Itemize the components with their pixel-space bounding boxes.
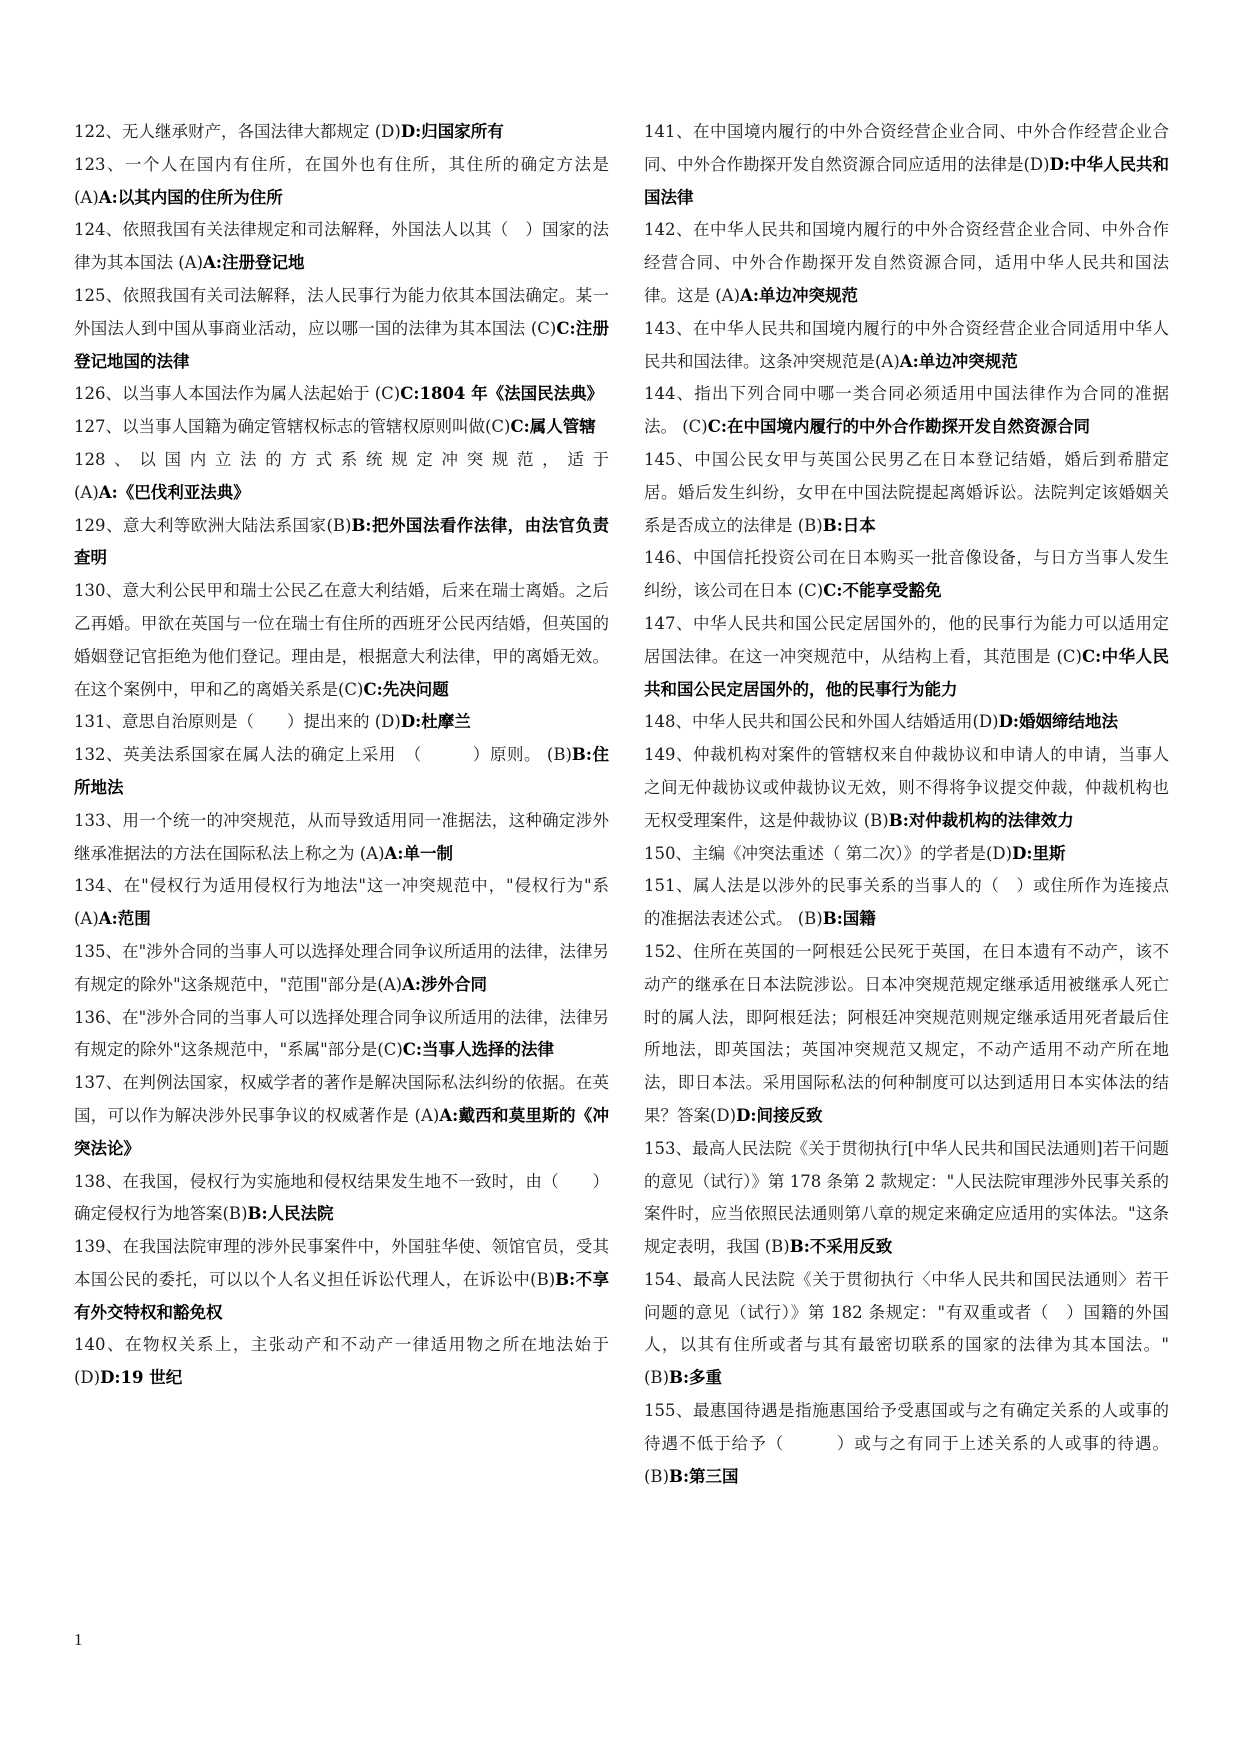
answer-text: D:杜摩兰 <box>400 712 471 732</box>
answer-text: D:归国家所有 <box>400 122 504 141</box>
question-text: 136、在"涉外合同的当事人可以选择处理合同争议所适用的法律，法律另有规定的除外"这条规范中，"系属"部分是(C) <box>74 1007 609 1060</box>
answer-text: D:里斯 <box>1012 843 1066 863</box>
answer-text: A:涉外合同 <box>402 974 487 994</box>
question-item <box>74 444 609 510</box>
answer-text: A:以其内国的住所为住所 <box>98 187 283 207</box>
question-item <box>74 870 609 936</box>
question-item <box>74 116 609 149</box>
question-text: 131、意思自治原则是（ ）提出来的 (D) <box>74 712 401 732</box>
question-text: 155、最惠国待遇是指施惠国给予受惠国或与之有确定关系的人或事的待遇不低于给予（ ）或与之有同于上述关系的人或事的待遇。 (B) <box>644 1401 1169 1486</box>
answer-text: A:范围 <box>98 909 151 929</box>
question-item <box>74 706 609 739</box>
answer-text: A:注册登记地 <box>203 253 305 273</box>
answer-text: C:在中国境内履行的中外合作勘探开发自然资源合同 <box>707 417 1090 437</box>
left-column <box>74 116 609 1395</box>
question-item <box>74 1329 609 1395</box>
question-item <box>644 739 1169 837</box>
question-text: 148、中华人民共和国公民和外国人结婚适用(D) <box>644 712 999 732</box>
answer-text: B:不享有外交特权和豁免权 <box>74 1269 609 1322</box>
answer-text: D:中华人民共和国法律 <box>644 154 1170 207</box>
question-item <box>644 313 1169 379</box>
question-item <box>644 838 1169 871</box>
answer-text: D:婚姻缔结地法 <box>998 712 1119 732</box>
question-text: 125、依照我国有关司法解释，法人民事行为能力依其本国法确定。某一外国法人到中国从事商业活动，应以哪一国的法律为其本国法 (C) <box>74 285 609 338</box>
question-text: 128、以国内立法的方式系统规定冲突规范，适于(A) <box>74 449 609 502</box>
question-text: 130、意大利公民甲和瑞士公民乙在意大利结婚，后来在瑞士离婚。之后乙再婚。甲欲在英国与一位在瑞士有住所的西班牙公民丙结婚，但英国的婚姻登记官拒绝为他们登记。理由是，根据意大利法律，甲的离婚无效。在这个案例中，甲和乙的离婚关系是(C) <box>74 581 609 699</box>
question-item <box>74 805 609 871</box>
question-text: 139、在我国法院审理的涉外民事案件中，外国驻华使、领馆官员，受其本国公民的委托，可以以个人名义担任诉讼代理人，在诉讼中(B) <box>74 1237 609 1289</box>
question-text: 133、用一个统一的冲突规范，从而导致适用同一准据法，这种确定涉外继承准据法的方法在国际私法上称之为 (A) <box>74 810 609 863</box>
question-item <box>644 1395 1169 1493</box>
question-item <box>644 214 1169 312</box>
question-item <box>74 1002 609 1068</box>
question-item <box>644 542 1169 608</box>
question-item <box>74 936 609 1002</box>
answer-text: B:日本 <box>822 515 876 535</box>
question-item <box>74 149 609 215</box>
answer-text: B:把外国法看作法律，由法官负责查明 <box>74 515 609 568</box>
answer-text: B:多重 <box>669 1368 723 1388</box>
question-text: 151、属人法是以涉外的民事关系的当事人的（ ）或住所作为连接点的准据法表述公式。 (B) <box>644 876 1169 929</box>
question-text: 124、依照我国有关法律规定和司法解释，外国法人以其（ ）国家的法律为其本国法 (A) <box>74 220 609 273</box>
question-text: 146、中国信托投资公司在日本购买一批音像设备，与日方当事人发生纠纷，该公司在日本 (C) <box>644 548 1169 601</box>
answer-text: C:先决问题 <box>363 679 449 699</box>
question-item <box>644 444 1169 542</box>
answer-text: A:单边冲突规范 <box>899 351 1018 371</box>
answer-text: A:戴西和莫里斯的《冲突法论》 <box>74 1105 609 1158</box>
question-item <box>74 1067 609 1165</box>
question-text: 142、在中华人民共和国境内履行的中外合资经营企业合同、中外合作经营合同、中外合作勘探开发自然资源合同，适用中华人民共和国法律。这是 (A) <box>644 220 1169 305</box>
answer-text: C:中华人民共和国公民定居国外的，他的民事行为能力 <box>644 646 1169 699</box>
question-item <box>644 870 1169 936</box>
answer-text: B:对仲裁机构的法律效力 <box>888 810 1074 830</box>
answer-text: B:人民法院 <box>247 1204 334 1224</box>
question-item <box>74 378 609 411</box>
answer-text: D:间接反致 <box>736 1105 823 1125</box>
question-item <box>644 608 1169 706</box>
answer-text: A:《巴伐利亚法典》 <box>98 482 250 502</box>
question-item <box>74 411 609 444</box>
question-text: 144、指出下列合同中哪一类合同必须适用中国法律作为合同的准据法。 (C) <box>644 384 1169 437</box>
question-text: 137、在判例法国家，权威学者的著作是解决国际私法纠纷的依据。在英国，可以作为解决涉外民事争议的权威著作是 (A) <box>74 1073 609 1125</box>
answer-text: A:单边冲突规范 <box>740 285 858 305</box>
page-number: 1 <box>74 1630 83 1649</box>
question-text: 154、最高人民法院《关于贯彻执行〈中华人民共和国民法通则〉若干问题的意见（试行）》第 182 条规定："有双重或者（ ）国籍的外国人，以其有住所或者与其有最密切联系的国家的法律为其本国法。" (B) <box>644 1269 1169 1388</box>
answer-text: B:第三国 <box>669 1466 739 1486</box>
question-text: 135、在"涉外合同的当事人可以选择处理合同争议所适用的法律，法律另有规定的除外"这条规范中，"范围"部分是(A) <box>74 941 609 994</box>
answer-text: C:属人管辖 <box>510 417 596 437</box>
question-item <box>74 1166 609 1232</box>
question-text: 145、中国公民女甲与英国公民男乙在日本登记结婚，婚后到希腊定居。婚后发生纠纷，女甲在中国法院提起离婚诉讼。法院判定该婚姻关系是否成立的法律是 (B) <box>644 449 1169 535</box>
answer-text: B:不采用反致 <box>789 1237 893 1257</box>
question-text: 129、意大利等欧洲大陆法系国家(B) <box>74 515 352 535</box>
question-text: 141、在中国境内履行的中外合资经营企业合同、中外合作经营企业合同、中外合作勘探开发自然资源合同应适用的法律是(D) <box>644 122 1169 174</box>
question-text: 134、在"侵权行为适用侵权行为地法"这一冲突规范中，"侵权行为"系 (A) <box>74 876 609 929</box>
answer-text: C:不能享受豁免 <box>823 581 942 601</box>
question-item <box>644 1133 1169 1264</box>
right-column <box>644 116 1169 1493</box>
question-text: 152、住所在英国的一阿根廷公民死于英国，在日本遗有不动产，该不动产的继承在日本法院涉讼。日本冲突规范规定继承适用被继承人死亡时的属人法，即阿根廷法；阿根廷冲突规范则规定继承适用死者最后住所地法，即英国法；英国冲突规范又规定，不动产适用不动产所在地法，即日本法。采用国际私法的何种制度可以达到适用日本实体法的结果？答案(D) <box>644 941 1169 1125</box>
question-text: 140、在物权关系上，主张动产和不动产一律适用物之所在地法始于 (D) <box>74 1335 609 1388</box>
question-text: 147、中华人民共和国公民定居国外的，他的民事行为能力可以适用定居国法律。在这一冲突规范中，从结构上看，其范围是 (C) <box>644 613 1169 666</box>
question-text: 122、无人继承财产，各国法律大都规定 (D) <box>74 122 401 141</box>
question-item <box>644 116 1169 214</box>
answer-text: C:1804 年《法国民法典》 <box>400 384 604 404</box>
question-text: 127、以当事人国籍为确定管辖权标志的管辖权原则叫做(C) <box>74 417 511 437</box>
question-text: 149、仲裁机构对案件的管辖权来自仲裁协议和申请人的申请，当事人之间无仲裁协议或仲裁协议无效，则不得将争议提交仲裁，仲裁机构也无权受理案件，这是仲裁协议 (B) <box>644 745 1169 830</box>
question-text: 143、在中华人民共和国境内履行的中外合资经营企业合同适用中华人民共和国法律。这条冲突规范是(A) <box>644 318 1169 371</box>
question-item <box>74 214 609 280</box>
question-text: 123、一个人在国内有住所，在国外也有住所，其住所的确定方法是 (A) <box>74 154 609 207</box>
answer-text: B:国籍 <box>822 909 876 929</box>
question-item <box>74 1231 609 1329</box>
answer-text: C:注册登记地国的法律 <box>74 318 609 371</box>
question-text: 153、最高人民法院《关于贯彻执行[中华人民共和国民法通则]若干问题的意见（试行）》第 178 条第 2 款规定："人民法院审理涉外民事关系的案件时，应当依照民法通则第八章的规定来确定应适用的实体法。"这条规定表明，我国 (B) <box>644 1138 1169 1257</box>
question-item <box>74 575 609 706</box>
answer-text: C:当事人选择的法律 <box>402 1040 555 1060</box>
question-item <box>644 1264 1169 1395</box>
question-text: 132、英美法系国家在属人法的确定上采用 （ ）原则。 (B) <box>74 745 572 765</box>
question-item <box>644 706 1169 739</box>
question-item <box>74 739 609 805</box>
answer-text: B:住所地法 <box>74 745 609 797</box>
question-item <box>644 936 1169 1133</box>
question-item <box>644 378 1169 444</box>
question-item <box>74 280 609 378</box>
question-text: 126、以当事人本国法作为属人法起始于 (C) <box>74 384 401 404</box>
answer-text: A:单一制 <box>384 843 453 863</box>
answer-text: D:19 世纪 <box>100 1368 183 1388</box>
question-item <box>74 510 609 576</box>
question-text: 138、在我国，侵权行为实施地和侵权结果发生地不一致时，由（ ）确定侵权行为地答案(B) <box>74 1171 609 1224</box>
question-text: 150、主编《冲突法重述（ 第二次）》的学者是(D) <box>644 843 1013 863</box>
